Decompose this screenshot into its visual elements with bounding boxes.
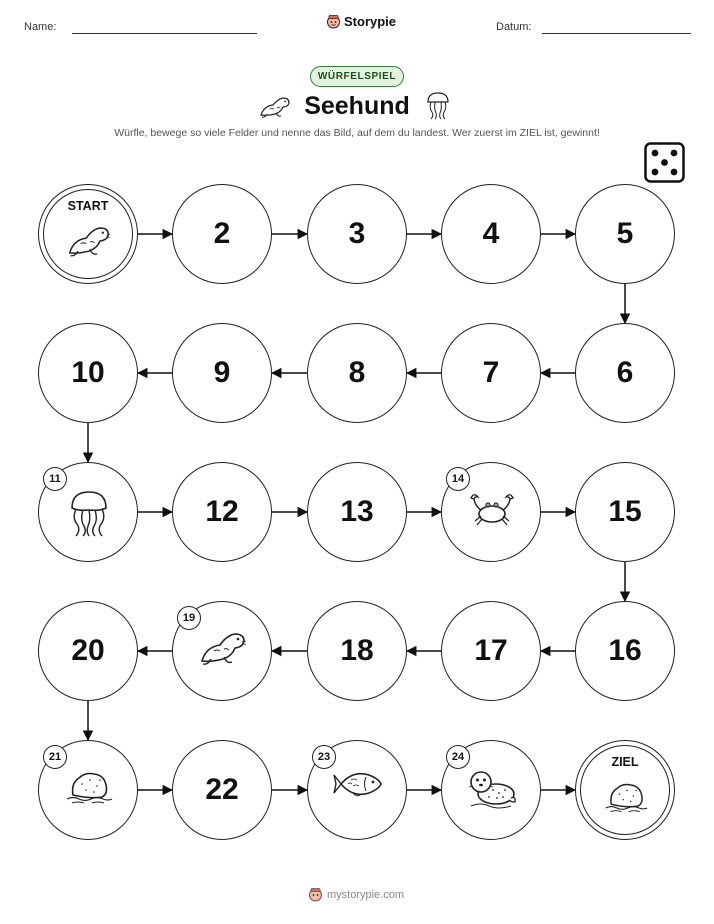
crab-icon — [467, 488, 517, 537]
field-number-badge: 24 — [446, 745, 470, 769]
board-field[interactable] — [441, 740, 541, 840]
field-number: 4 — [482, 217, 500, 250]
jellyfish-icon — [64, 488, 114, 543]
field-number: 18 — [340, 634, 374, 667]
field-number-badge: 11 — [43, 467, 67, 491]
brand-name: Storypie — [344, 14, 397, 29]
start-field[interactable] — [38, 184, 138, 284]
board-field[interactable] — [575, 323, 675, 423]
seal-icon — [198, 627, 248, 672]
footer — [308, 887, 404, 902]
board-field[interactable] — [307, 740, 407, 840]
game-type-badge: WÜRFELSPIEL — [310, 66, 404, 87]
board-field[interactable] — [38, 462, 138, 562]
field-number: 22 — [205, 773, 239, 806]
storypie-mascot-icon — [308, 887, 323, 902]
fish-icon — [333, 766, 385, 807]
rock-icon — [64, 766, 114, 811]
board-field[interactable] — [575, 601, 675, 701]
board-field[interactable] — [307, 184, 407, 284]
seal-pup-icon — [467, 766, 517, 815]
field-number: 9 — [213, 356, 231, 389]
board-field[interactable] — [441, 323, 541, 423]
board-field[interactable] — [441, 601, 541, 701]
board-field[interactable] — [172, 184, 272, 284]
finish-field[interactable] — [575, 740, 675, 840]
field-number: 17 — [474, 634, 508, 667]
page-title: Seehund — [304, 92, 410, 120]
board-field[interactable] — [307, 601, 407, 701]
instructions-text: Würfle, bewege so viele Felder und nenne das Bild, auf dem du landest. Wer zuerst im ZIEL ist, gewinnt! — [114, 127, 600, 139]
field-number: 20 — [71, 634, 105, 667]
board-field[interactable] — [575, 184, 675, 284]
board-field[interactable] — [441, 462, 541, 562]
board-field[interactable] — [172, 740, 272, 840]
board-field[interactable] — [575, 462, 675, 562]
date-label: Datum: — [496, 21, 532, 33]
name-label: Name: — [24, 21, 57, 33]
board-field[interactable] — [441, 184, 541, 284]
field-number-badge: 21 — [43, 745, 67, 769]
field-number: 15 — [608, 495, 642, 528]
board-field[interactable] — [307, 462, 407, 562]
field-number: 2 — [213, 217, 231, 250]
field-number-badge: 23 — [312, 745, 336, 769]
board-field[interactable] — [172, 323, 272, 423]
field-number: 12 — [205, 495, 239, 528]
board-field[interactable] — [38, 323, 138, 423]
board-field[interactable] — [172, 601, 272, 701]
field-number: 5 — [616, 217, 634, 250]
finish-label: ZIEL — [611, 755, 639, 769]
start-label: START — [67, 199, 109, 213]
field-number: 13 — [340, 495, 374, 528]
field-number: 16 — [608, 634, 642, 667]
footer-url[interactable]: mystorypie.com — [327, 888, 405, 901]
board-field[interactable] — [172, 462, 272, 562]
board-field[interactable] — [38, 601, 138, 701]
rock-icon — [603, 777, 649, 820]
field-number: 6 — [616, 356, 634, 389]
field-number: 3 — [348, 217, 366, 250]
field-number: 10 — [71, 356, 105, 389]
field-number-badge: 19 — [177, 606, 201, 630]
field-number: 7 — [482, 356, 500, 389]
board-field[interactable] — [38, 740, 138, 840]
seal-icon — [66, 221, 112, 264]
field-number: 8 — [348, 356, 366, 389]
board-field[interactable] — [307, 323, 407, 423]
field-number-badge: 14 — [446, 467, 470, 491]
